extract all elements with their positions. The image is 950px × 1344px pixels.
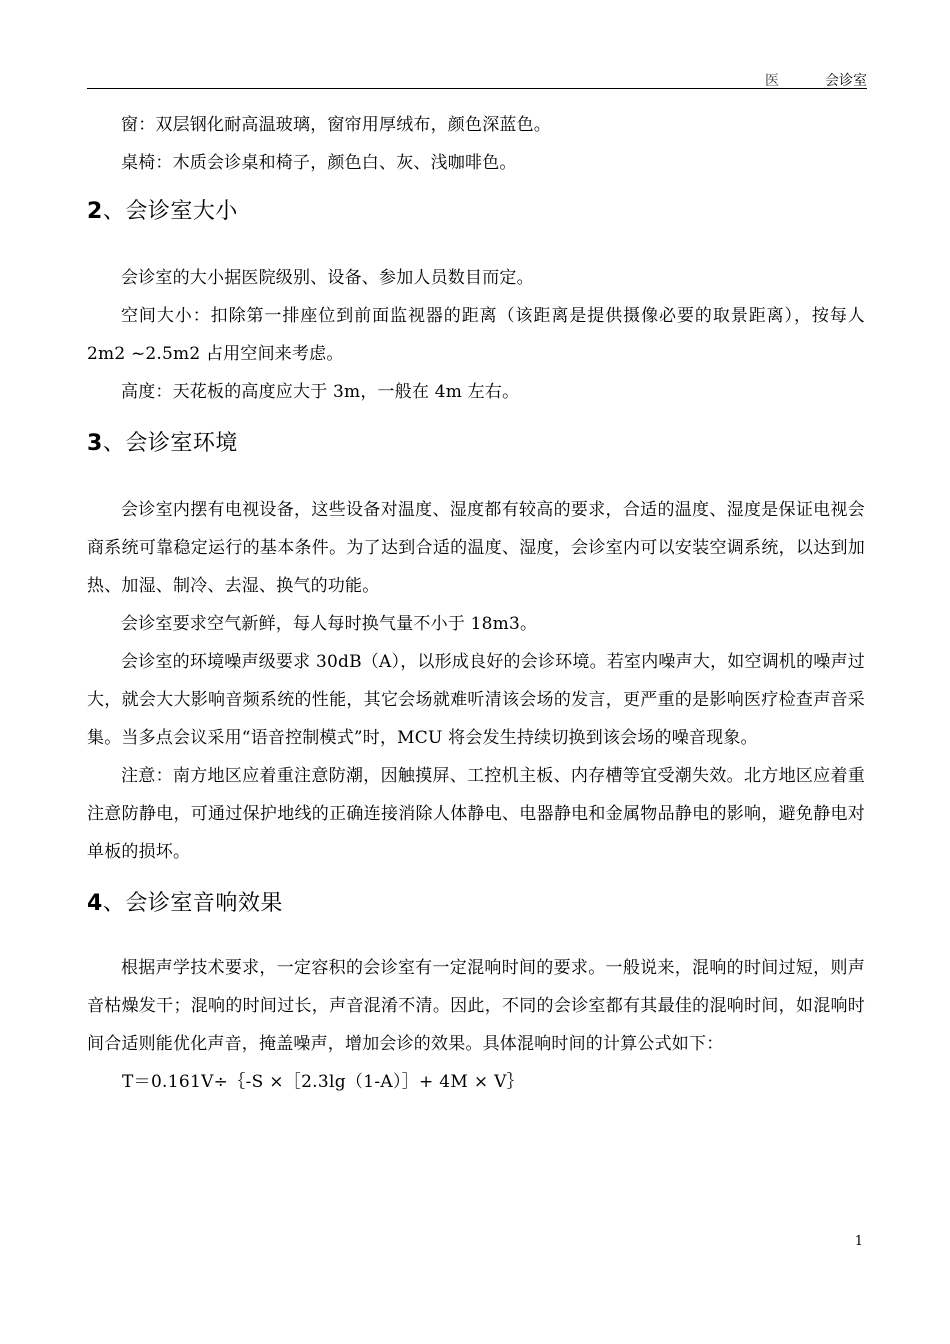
paragraph: 高度：天花板的高度应大于 3m，一般在 4m 左右。 [121, 382, 520, 402]
page-header [87, 66, 867, 89]
paragraph: 会诊室的环境噪声级要求 30dB（A），以形成良好的会诊环境。若室内噪声大，如空调机的噪声过大，就会大大影响音频系统的性能，其它会场就难听清该会场的发言，更严重的是影响医疗检查声音采集。当多点会议采用“语音控制模式”时，MCU 将会发生持续切换到该会场的噪音现象。 [87, 652, 865, 748]
section-heading-size [87, 197, 865, 227]
document-body [87, 106, 865, 1101]
paragraph-window: 窗：双层钢化耐高温玻璃，窗帘用厚绒布，颜色深蓝色。 [121, 115, 551, 135]
section-title: 、会诊室大小 [102, 199, 238, 224]
paragraph: 空间大小：扣除第一排座位到前面监视器的距离（该距离是提供摄像必要的取景距离），按每人 2m2 ~2.5m2 占用空间来考虑。 [87, 306, 865, 364]
section-number: 3 [87, 431, 103, 456]
section-heading-acoustics [87, 889, 865, 919]
section-title: 、会诊室环境 [102, 431, 238, 456]
section-heading-environment [87, 429, 865, 459]
paragraph: 会诊室要求空气新鲜，每人每时换气量不小于 18m3。 [121, 614, 538, 634]
paragraph: 注意：南方地区应着重注意防潮，因触摸屏、工控机主板、内存槽等宜受潮失效。北方地区应着重注意防静电，可通过保护地线的正确连接消除人体静电、电器静电和金属物品静电的影响，避免静电对单板的损坏。 [87, 766, 865, 862]
section-title: 、会诊室音响效果 [102, 891, 283, 916]
section-number: 2 [87, 199, 103, 224]
header-title: 会诊室 [825, 73, 867, 89]
header-left-text: 医 [765, 73, 779, 89]
page-number: 1 [854, 1234, 863, 1249]
paragraph: 根据声学技术要求，一定容积的会诊室有一定混响时间的要求。一般说来，混响的时间过短，则声音枯燥发干；混响的时间过长，声音混淆不清。因此，不同的会诊室都有其最佳的混响时间，如混响时间合适则能优化声音，掩盖噪声，增加会诊的效果。具体混响时间的计算公式如下： [87, 958, 865, 1054]
paragraph: 会诊室的大小据医院级别、设备、参加人员数目而定。 [121, 268, 534, 288]
paragraph: 会诊室内摆有电视设备，这些设备对温度、湿度都有较高的要求，合适的温度、湿度是保证电视会商系统可靠稳定运行的基本条件。为了达到合适的温度、湿度，会诊室内可以安装空调系统，以达到加热、加湿、制冷、去湿、换气的功能。 [87, 500, 865, 596]
reverberation-formula: T＝0.161V÷｛-S ×［2.3lg（1-A）］+ 4M × V｝ [122, 1072, 524, 1092]
paragraph-furniture: 桌椅：木质会诊桌和椅子，颜色白、灰、浅咖啡色。 [121, 153, 517, 173]
section-number: 4 [87, 891, 103, 916]
